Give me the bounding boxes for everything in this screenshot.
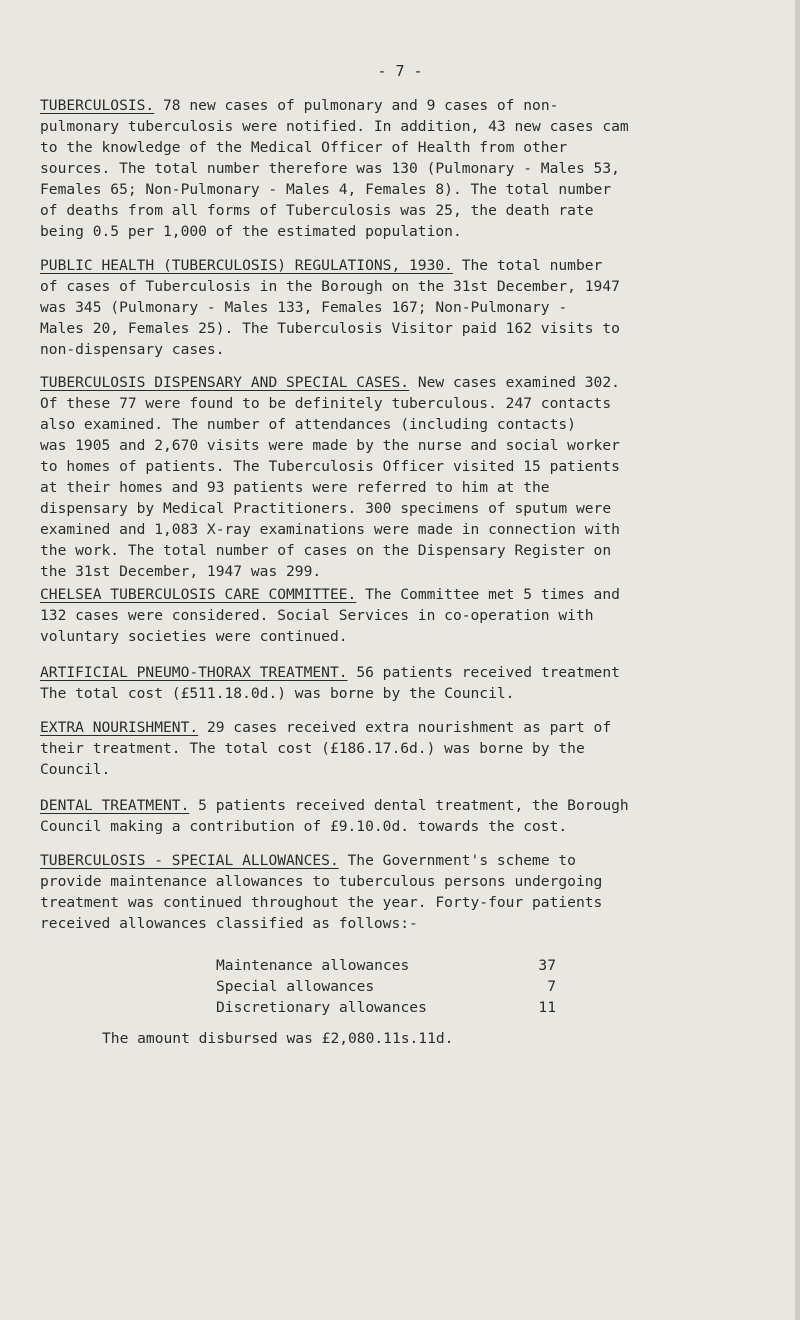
allowances-table [216, 955, 576, 1018]
section-heading: PUBLIC HEALTH (TUBERCULOSIS) REGULATIONS, 1930. [40, 257, 453, 274]
section-heading: TUBERCULOSIS. [40, 97, 155, 114]
section-care-committee: CHELSEA TUBERCULOSIS CARE COMMITTEE. The Committee met 5 times and 132 cases were considered. Social Services in co-operation with voluntary societies were continued. [40, 586, 620, 645]
section-tuberculosis: TUBERCULOSIS. 78 new cases of pulmonary and 9 cases of non- pulmonary tuberculosis were notified. In addition, 43 new cases cam to the knowledge of the Medical Officer of Health from other sources. The total number therefore was 130 (Pulmonary - Males 53, Females 65; Non-Pulmonary - Males 4, Females 8). The total number of deaths from all forms of Tuberculosis was 25, the death rate being 0.5 per 1,000 of the estimated population. [40, 97, 629, 240]
table-row: Maintenance allowances 37 [216, 957, 556, 974]
section-pneumo-thorax: ARTIFICIAL PNEUMO-THORAX TREATMENT. 56 patients received treatment The total cost (£511.18.0d.) was borne by the Council. [40, 664, 620, 702]
section-heading: DENTAL TREATMENT. [40, 797, 190, 814]
section-heading: ARTIFICIAL PNEUMO-THORAX TREATMENT. [40, 664, 348, 681]
section-special-allowances: TUBERCULOSIS - SPECIAL ALLOWANCES. The Government's scheme to provide maintenance allowances to tuberculous persons undergoing treatment was continued throughout the year. Forty-four patients received allowances classified as follows:- [40, 852, 603, 932]
section-dental: DENTAL TREATMENT. 5 patients received dental treatment, the Borough Council making a contribution of £9.10.0d. towards the cost. [40, 797, 629, 835]
section-dispensary: TUBERCULOSIS DISPENSARY AND SPECIAL CASES. New cases examined 302. Of these 77 were found to be definitely tuberculous. 247 contacts also examined. The number of attendances (including contacts) was 1905 and 2,670 visits were made by the nurse and social worker to homes of patients. The Tuberculosis Officer visited 15 patients at their homes and 93 patients were referred to him at the dispensary by Medical Practitioners. 300 specimens of sputum were examined and 1,083 X-ray examinations were made in connection with the work. The total number of cases on the Dispensary Register on the 31st December, 1947 was 299. [40, 374, 620, 580]
section-heading: CHELSEA TUBERCULOSIS CARE COMMITTEE. [40, 586, 357, 603]
section-heading: EXTRA NOURISHMENT. [40, 719, 199, 736]
section-extra-nourishment: EXTRA NOURISHMENT. 29 cases received extra nourishment as part of their treatment. The total cost (£186.17.6d.) was borne by the Council. [40, 719, 612, 778]
section-heading: TUBERCULOSIS DISPENSARY AND SPECIAL CASES. [40, 374, 410, 391]
amount-disbursed: The amount disbursed was £2,080.11s.11d. [102, 1030, 454, 1047]
section-heading: TUBERCULOSIS - SPECIAL ALLOWANCES. [40, 852, 339, 869]
page-edge-shadow [795, 0, 800, 1320]
table-row: Discretionary allowances 11 [216, 999, 556, 1016]
page-number: - 7 - [377, 62, 423, 80]
section-regulations: PUBLIC HEALTH (TUBERCULOSIS) REGULATIONS, 1930. The total number of cases of Tuberculosis in the Borough on the 31st December, 1947 was 345 (Pulmonary - Males 133, Females 167; Non-Pulmonary - Males 20, Females 25). The Tuberculosis Visitor paid 162 visits to non-dispensary cases. [40, 257, 620, 358]
table-row: Special allowances 7 [216, 978, 556, 995]
